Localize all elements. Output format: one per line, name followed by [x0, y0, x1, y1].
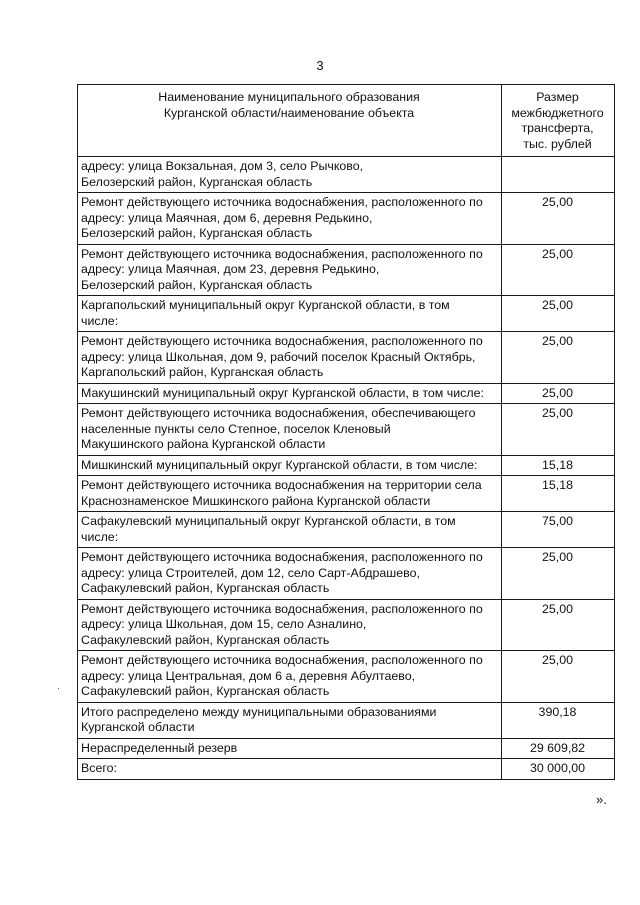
row-name-cell: Ремонт действующего источника водоснабжения, расположенного по адресу: улица Маячная, дом 23, деревня Редькино, Белозерский район, Курганская область [78, 244, 502, 296]
table-row [78, 332, 615, 384]
table-row [78, 599, 615, 651]
table-row [78, 651, 615, 703]
page-number: 3 [316, 58, 324, 73]
row-amount-cell: 75,00 [502, 512, 615, 548]
header-name-column [78, 85, 502, 157]
row-amount-cell: 25,00 [502, 548, 615, 600]
row-name-cell: Ремонт действующего источника водоснабжения, расположенного по адресу: улица Строителей, дом 12, село Сарт-Абдрашево, Сафакулевский район, Курганская область [78, 548, 502, 600]
row-amount-cell: 390,18 [502, 702, 615, 738]
row-amount-cell: 25,00 [502, 651, 615, 703]
row-name-cell: Сафакулевский муниципальный округ Курганской области, в том числе: [78, 512, 502, 548]
row-amount-cell: 30 000,00 [502, 759, 615, 780]
row-amount-cell: 25,00 [502, 296, 615, 332]
table-header-row [78, 85, 615, 157]
header-amount-column [502, 85, 615, 157]
table-row [78, 548, 615, 600]
row-name-cell: Итого распределено между муниципальными образованиями Курганской области [78, 702, 502, 738]
row-amount-cell: 25,00 [502, 193, 615, 245]
table-row [78, 702, 615, 738]
table-row [78, 512, 615, 548]
row-name-cell: адресу: улица Вокзальная, дом 3, село Рычково, Белозерский район, Курганская область [78, 157, 502, 193]
row-name-cell: Макушинский муниципальный округ Курганской области, в том числе: [78, 383, 502, 404]
table-row [78, 157, 615, 193]
transfers-table [77, 84, 615, 780]
row-amount-cell: 25,00 [502, 404, 615, 456]
row-amount-cell: 25,00 [502, 383, 615, 404]
header-amount-text: Размер межбюджетного трансферта, тыс. рублей [511, 90, 604, 151]
row-name-cell: Всего: [78, 759, 502, 780]
header-name-text: Наименование муниципального образования Курганской области/наименование объекта [158, 90, 420, 120]
row-name-cell: Мишкинский муниципальный округ Курганской области, в том числе: [78, 455, 502, 476]
table-row [78, 455, 615, 476]
table-row [78, 193, 615, 245]
row-amount-cell [502, 157, 615, 193]
table-row [78, 759, 615, 780]
row-name-cell: Ремонт действующего источника водоснабжения на территории села Краснознаменское Мишкинского района Курганской области [78, 476, 502, 512]
row-name-cell: Ремонт действующего источника водоснабжения, обеспечивающего населенные пункты село Степное, поселок Кленовый Макушинского района Курганской области [78, 404, 502, 456]
row-name-cell: Ремонт действующего источника водоснабжения, расположенного по адресу: улица Школьная, дом 15, село Азналино, Сафакулевский район, Курганская область [78, 599, 502, 651]
row-amount-cell: 25,00 [502, 244, 615, 296]
table-row [78, 476, 615, 512]
table-row [78, 296, 615, 332]
row-name-cell: Ремонт действующего источника водоснабжения, расположенного по адресу: улица Центральная, дом 6 а, деревня Абултаево, Сафакулевский район, Курганская область [78, 651, 502, 703]
table-row [78, 404, 615, 456]
table-body [78, 157, 615, 780]
row-name-cell: Каргапольский муниципальный округ Курганской области, в том числе: [78, 296, 502, 332]
row-amount-cell: 25,00 [502, 332, 615, 384]
row-amount-cell: 29 609,82 [502, 738, 615, 759]
row-amount-cell: 15,18 [502, 455, 615, 476]
table-row [78, 383, 615, 404]
table-row [78, 244, 615, 296]
row-name-cell: Нераспределенный резерв [78, 738, 502, 759]
scan-speck [58, 688, 59, 689]
row-name-cell: Ремонт действующего источника водоснабжения, расположенного по адресу: улица Маячная, дом 6, деревня Редькино, Белозерский район, Курганская область [78, 193, 502, 245]
row-amount-cell: 15,18 [502, 476, 615, 512]
table-row [78, 738, 615, 759]
closing-quote: ». [596, 792, 607, 807]
row-amount-cell: 25,00 [502, 599, 615, 651]
row-name-cell: Ремонт действующего источника водоснабжения, расположенного по адресу: улица Школьная, дом 9, рабочий поселок Красный Октябрь, Каргапольский район, Курганская область [78, 332, 502, 384]
